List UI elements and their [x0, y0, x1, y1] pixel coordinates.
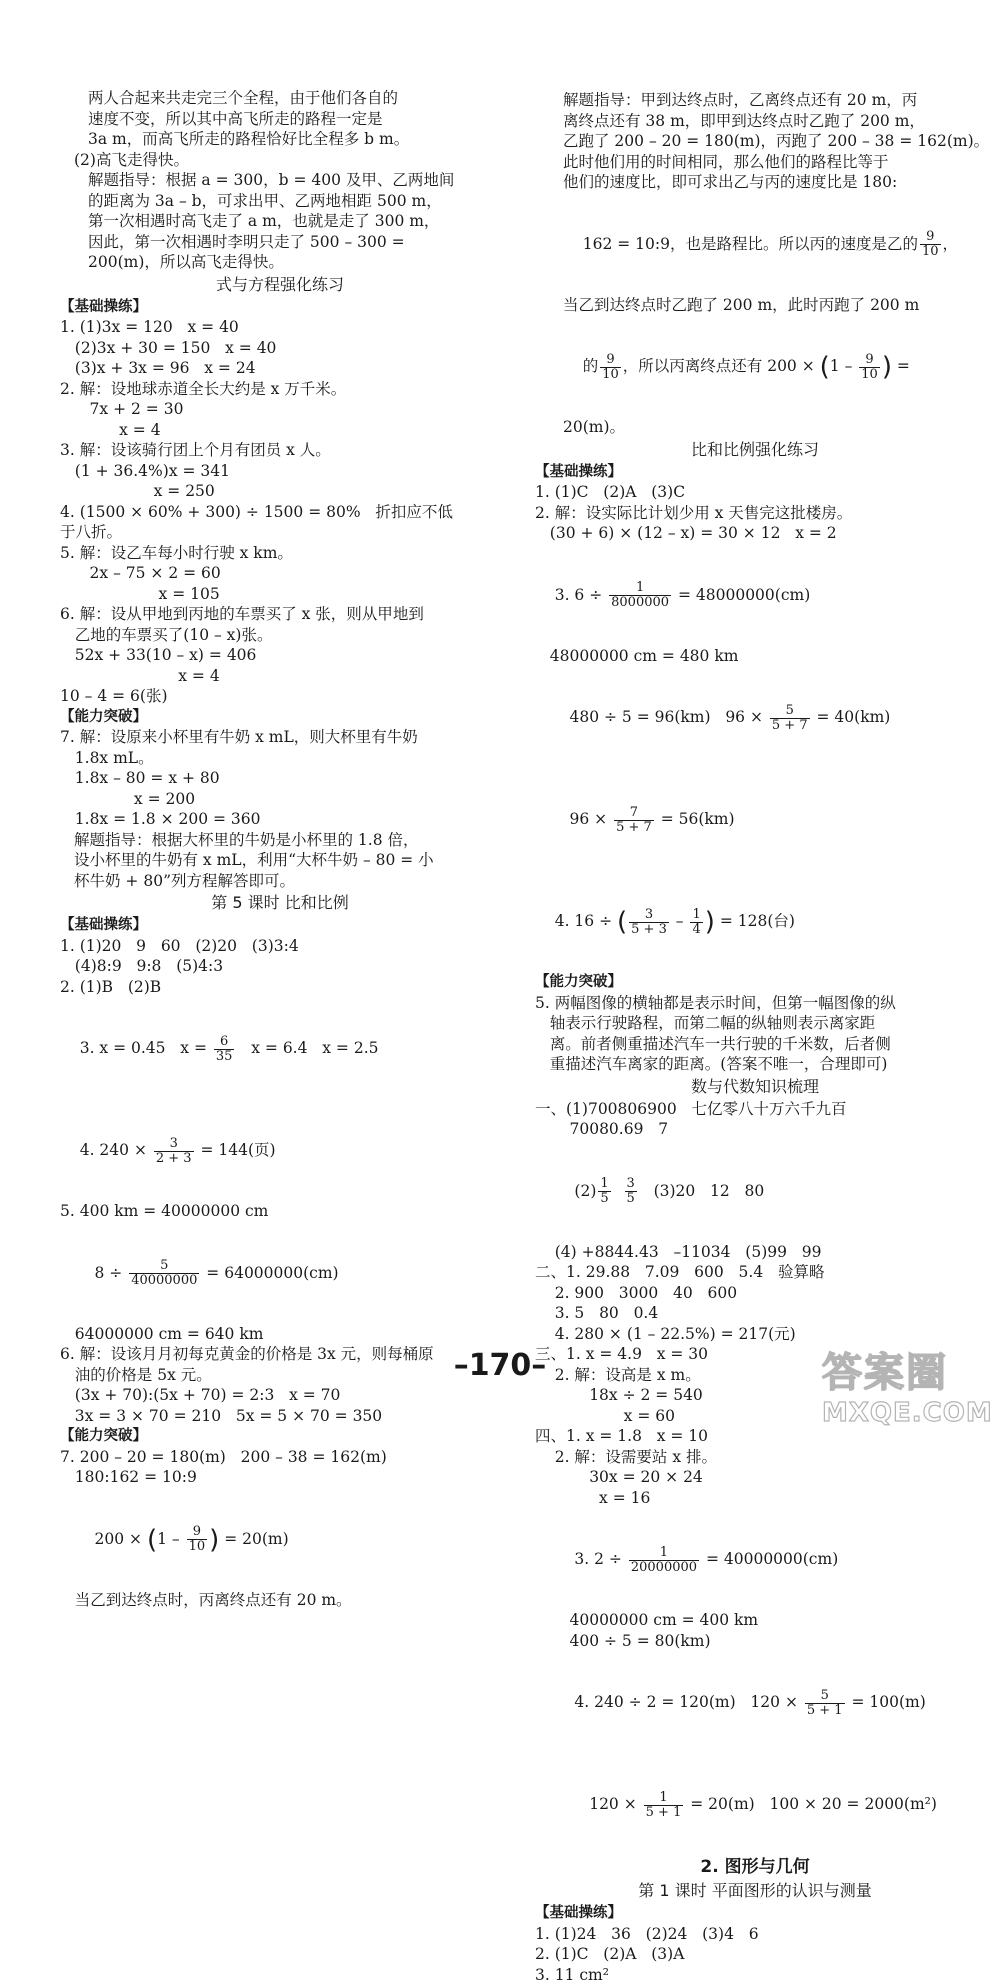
text-run: = 128(台): [715, 912, 795, 930]
answer-line: 1.8x mL。: [60, 748, 500, 769]
answer-line: 40000000 cm = 400 km: [535, 1610, 975, 1631]
fraction: [690, 908, 702, 937]
denominator: 2 + 3: [154, 1152, 194, 1166]
answer-line: 1.8x – 80 = x + 80: [60, 768, 500, 789]
text-line: [535, 193, 975, 295]
numerator: 1: [644, 1791, 684, 1806]
answer-line: x = 4: [60, 666, 500, 687]
answer-line: 1. (1)24 36 (2)24 (3)4 6: [535, 1924, 975, 1945]
denominator: 5 + 1: [644, 1806, 684, 1820]
answer-line: 5. 400 km = 40000000 cm: [60, 1201, 500, 1222]
right-column: [535, 90, 975, 1985]
text-run: = 20(m): [219, 1530, 288, 1548]
fraction: [187, 1525, 208, 1554]
watermark-top: 答案圈: [822, 1341, 992, 1398]
text-line: 因此，第一次相遇时李明只走了 500 – 300 =: [60, 232, 500, 253]
answer-line: 轴表示行驶路程，而第二幅的纵轴则表示离家距: [535, 1013, 975, 1034]
answer-line: 2. 900 3000 40 600: [535, 1283, 975, 1304]
answer-line: 7. 200 – 20 = 180(m) 200 – 38 = 162(m): [60, 1447, 500, 1468]
answer-line: x = 250: [60, 481, 500, 502]
text-run: = 56(km): [656, 810, 735, 828]
answer-line: 1. (1)C (2)A (3)C: [535, 482, 975, 503]
text-run: 200 ×: [80, 1530, 147, 1548]
text-run: 8 ÷: [80, 1264, 127, 1282]
fraction: [154, 1137, 194, 1166]
answer-line: 64000000 cm = 640 km: [60, 1324, 500, 1345]
text-run: 96 ×: [555, 810, 612, 828]
answer-line: 5. 两幅图像的横轴都是表示时间，但第一幅图像的纵: [535, 993, 975, 1014]
left-paren: (: [147, 1525, 157, 1555]
text-line: 乙跑了 200 – 20 = 180(m)，丙跑了 200 – 38 = 162(m)。: [535, 131, 975, 152]
answer-line: 5. 解：设乙车每小时行驶 x km。: [60, 543, 500, 564]
section-heading: 【基础操练】: [60, 915, 500, 936]
answer-line: 1.8x = 1.8 × 200 = 360: [60, 809, 500, 830]
answer-line: 杯牛奶 + 80”列方程解答即可。: [60, 871, 500, 892]
fraction: [629, 1546, 699, 1575]
answer-line: 3. 5 80 0.4: [535, 1303, 975, 1324]
fraction: [600, 353, 621, 382]
numerator: 9: [600, 353, 621, 368]
text-line: 20(m)。: [535, 417, 975, 438]
section-title: 2. 图形与几何: [535, 1855, 975, 1879]
answer-line: [535, 1140, 975, 1242]
text-line: 200(m)，所以高飞走得快。: [60, 252, 500, 273]
answer-line: [535, 544, 975, 646]
text-run: 480 ÷ 5 = 96(km) 96 ×: [555, 708, 768, 726]
fraction: [770, 704, 810, 733]
section-heading: 【基础操练】: [60, 297, 500, 318]
answer-line: (1 + 36.4%)x = 341: [60, 461, 500, 482]
answer-line: 30x = 20 × 24: [535, 1467, 975, 1488]
fraction: [805, 1689, 845, 1718]
text-line: 速度不变，所以其中高飞所走的路程一定是: [60, 109, 500, 130]
answer-line: 6. 解：设从甲地到丙地的车票买了 x 张，则从甲地到: [60, 604, 500, 625]
answer-line: 4. (1500 × 60% + 300) ÷ 1500 = 80% 折扣应不低: [60, 502, 500, 523]
answer-line: [60, 997, 500, 1099]
answer-line: 2. 解：设需要站 x 排。: [535, 1447, 975, 1468]
text-run: = 48000000(cm): [673, 586, 810, 604]
section-heading: 【能力突破】: [535, 972, 975, 993]
fraction: [859, 353, 880, 382]
section-heading: 【能力突破】: [60, 707, 500, 728]
text-line: 解题指导：根据 a = 300，b = 400 及甲、乙两地间: [60, 170, 500, 191]
answer-line: [535, 1508, 975, 1610]
numerator: 5: [805, 1689, 845, 1704]
answer-line: 6. 解：设该月月初每克黄金的价格是 3x 元，则每桶原: [60, 1344, 500, 1365]
answer-line: 7x + 2 = 30: [60, 399, 500, 420]
answer-line: 48000000 cm = 480 km: [535, 646, 975, 667]
numerator: 9: [920, 230, 941, 245]
answer-line: (2)3x + 30 = 150 x = 40: [60, 338, 500, 359]
answer-line: 7. 解：设原来小杯里有牛奶 x mL，则大杯里有牛奶: [60, 727, 500, 748]
text-run: 162 = 10:9，也是路程比。所以丙的速度是乙的: [583, 235, 918, 253]
answer-line: x = 16: [535, 1488, 975, 1509]
text-run: =: [892, 357, 910, 375]
numerator: 3: [625, 1177, 637, 1192]
answer-line: 当乙到达终点时，丙离终点还有 20 m。: [60, 1590, 500, 1611]
fraction: [920, 230, 941, 259]
answer-line: 四、1. x = 1.8 x = 10: [535, 1426, 975, 1447]
watermark-bottom: MXQE.COM: [822, 1398, 992, 1428]
section-title: 数与代数知识梳理: [535, 1075, 975, 1099]
answer-line: 一、(1)700806900 七亿零八十万六千九百: [535, 1099, 975, 1120]
answer-line: (3)x + 3x = 96 x = 24: [60, 358, 500, 379]
answer-line: 1. (1)20 9 60 (2)20 (3)3:4: [60, 936, 500, 957]
answer-line: 离。前者侧重描述汽车一共行驶的千米数，后者侧: [535, 1034, 975, 1055]
left-paren: (: [820, 352, 830, 382]
text-run: (2): [555, 1182, 597, 1200]
fraction: [129, 1259, 199, 1288]
answer-line: (3x + 70):(5x + 70) = 2:3 x = 70: [60, 1385, 500, 1406]
answer-line: [535, 870, 975, 972]
text-run: 3. 2 ÷: [555, 1550, 627, 1568]
left-paren: (: [617, 907, 627, 937]
answer-line: [535, 666, 975, 768]
answer-line: 180:162 = 10:9: [60, 1467, 500, 1488]
denominator: 35: [214, 1050, 235, 1064]
denominator: 5 + 7: [770, 719, 810, 733]
text-run: x = 6.4 x = 2.5: [236, 1039, 378, 1057]
fraction: [644, 1791, 684, 1820]
right-paren: ): [209, 1525, 219, 1555]
numerator: 7: [614, 806, 654, 821]
text-line: (2)高飞走得快。: [60, 150, 500, 171]
denominator: 8000000: [609, 596, 671, 610]
denominator: 4: [690, 923, 702, 937]
fraction: [629, 908, 669, 937]
answer-line: [535, 1651, 975, 1753]
section-title: 第 1 课时 平面图形的认识与测量: [535, 1879, 975, 1903]
answer-line: 2. 解：设高是 x m。: [535, 1365, 975, 1386]
answer-line: [535, 1753, 975, 1855]
text-run: 4. 240 ÷ 2 = 120(m) 120 ×: [555, 1693, 803, 1711]
answer-line: 52x + 33(10 – x) = 406: [60, 645, 500, 666]
answer-line: 3. 11 cm²: [535, 1965, 975, 1985]
text-run: (3)20 12 80: [639, 1182, 764, 1200]
text-line: 3a m，而高飞所走的路程恰好比全程多 b m。: [60, 129, 500, 150]
text-run: 3. 6 ÷: [555, 586, 607, 604]
text-line: 的距离为 3a – b，可求出甲、乙两地相距 500 m，: [60, 191, 500, 212]
text-line: 此时他们用的时间相同，那么他们的路程比等于: [535, 152, 975, 173]
answer-line: 2. (1)B (2)B: [60, 977, 500, 998]
text-run: 4. 240 ×: [80, 1141, 152, 1159]
answer-line: (4)8:9 9:8 (5)4:3: [60, 956, 500, 977]
answer-line: 18x ÷ 2 = 540: [535, 1385, 975, 1406]
answer-line: x = 4: [60, 420, 500, 441]
denominator: 10: [859, 368, 880, 382]
denominator: 40000000: [129, 1274, 199, 1288]
text-line: 的 $\frac{9}{10}$ ，所以丙离终点还有 200 × (1 – $\frac{9}{10}$ ) =: [535, 315, 975, 417]
numerator: 9: [859, 353, 880, 368]
answer-line: (30 + 6) × (12 – x) = 30 × 12 x = 2: [535, 523, 975, 544]
denominator: 5 + 1: [805, 1704, 845, 1718]
fraction: [214, 1035, 235, 1064]
text-run: ，: [943, 235, 959, 253]
fraction: [609, 581, 671, 610]
denominator: 5: [598, 1192, 610, 1206]
page-number: –170–: [0, 1348, 1000, 1383]
text-run: 120 ×: [555, 1795, 642, 1813]
numerator: 1: [629, 1546, 699, 1561]
numerator: 6: [214, 1035, 235, 1050]
section-heading: 【基础操练】: [535, 462, 975, 483]
text-line: 当乙到达终点时乙跑了 200 m，此时丙跑了 200 m: [535, 295, 975, 316]
answer-line: 乙地的车票买了(10 – x)张。: [60, 625, 500, 646]
section-heading: 【能力突破】: [60, 1426, 500, 1447]
answer-line: 200 × (1 – $\frac{9}{10}$ ) = 20(m): [60, 1488, 500, 1590]
answer-line: 3x = 3 × 70 = 210 5x = 5 × 70 = 350: [60, 1406, 500, 1427]
right-paren: ): [882, 352, 892, 382]
answer-line: 于八折。: [60, 522, 500, 543]
text-run: 的: [583, 357, 599, 375]
text-line: 离终点还有 38 m，即甲到达终点时乙跑了 200 m，: [535, 111, 975, 132]
text-line: 两人合起来共走完三个全程，由于他们各自的: [60, 88, 500, 109]
answer-line: 1. (1)3x = 120 x = 40: [60, 317, 500, 338]
numerator: 1: [598, 1177, 610, 1192]
numerator: 9: [187, 1525, 208, 1540]
text-run: = 20(m) 100 × 20 = 2000(m²): [685, 1795, 937, 1813]
answer-line: x = 200: [60, 789, 500, 810]
fraction: [625, 1177, 637, 1206]
text-line: 第一次相遇时高飞走了 a m，也就是走了 300 m，: [60, 211, 500, 232]
text-run: = 144(页): [196, 1141, 276, 1159]
watermark: [822, 1341, 992, 1429]
answer-line: 2. 解：设实际比计划少用 x 天售完这批楼房。: [535, 503, 975, 524]
text-run: = 40(km): [812, 708, 891, 726]
denominator: 10: [600, 368, 621, 382]
text-line: 他们的速度比，即可求出乙与丙的速度比是 180:: [535, 172, 975, 193]
right-paren: ): [705, 907, 715, 937]
denominator: 5 + 7: [614, 821, 654, 835]
answer-line: 3. 解：设该骑行团上个月有团员 x 人。: [60, 440, 500, 461]
section-heading: 【基础操练】: [535, 1903, 975, 1924]
numerator: 5: [129, 1259, 199, 1274]
text-run: –: [671, 912, 689, 930]
text-line: 解题指导：甲到达终点时，乙离终点还有 20 m，丙: [535, 90, 975, 111]
answer-line: [535, 768, 975, 870]
text-run: ，所以丙离终点还有 200 ×: [623, 357, 820, 375]
answer-line: 三、1. x = 4.9 x = 30: [535, 1344, 975, 1365]
text-run: 4. 16 ÷: [555, 912, 617, 930]
denominator: 20000000: [629, 1561, 699, 1575]
numerator: 1: [690, 908, 702, 923]
answer-line: 4. 280 × (1 – 22.5%) = 217(元): [535, 1324, 975, 1345]
section-title: 第 5 课时 比和比例: [60, 891, 500, 915]
numerator: 1: [609, 581, 671, 596]
answer-line: 2x – 75 × 2 = 60: [60, 563, 500, 584]
fraction: [598, 1177, 610, 1206]
answer-line: 2. 解：设地球赤道全长大约是 x 万千米。: [60, 379, 500, 400]
numerator: 3: [154, 1137, 194, 1152]
answer-line: [60, 1222, 500, 1324]
answer-line: x = 60: [535, 1406, 975, 1427]
text-run: = 40000000(cm): [701, 1550, 838, 1568]
answer-line: 二、1. 29.88 7.09 600 5.4 验算略: [535, 1262, 975, 1283]
answer-line: x = 105: [60, 584, 500, 605]
denominator: 5: [625, 1192, 637, 1206]
section-title: 式与方程强化练习: [60, 273, 500, 297]
answer-line: 400 ÷ 5 = 80(km): [535, 1631, 975, 1652]
answer-line: 设小杯里的牛奶有 x mL，利用“大杯牛奶 – 80 = 小: [60, 850, 500, 871]
answer-line: 解题指导：根据大杯里的牛奶是小杯里的 1.8 倍，: [60, 830, 500, 851]
answer-line: (4) +8844.43 –11034 (5)99 99: [535, 1242, 975, 1263]
numerator: 3: [629, 908, 669, 923]
answer-line: 油的价格是 5x 元。: [60, 1365, 500, 1386]
numerator: 5: [770, 704, 810, 719]
denominator: 10: [920, 245, 941, 259]
text-run: 3. x = 0.45 x =: [80, 1039, 212, 1057]
text-run: = 64000000(cm): [201, 1264, 338, 1282]
denominator: 5 + 3: [629, 923, 669, 937]
answer-line: 重描述汽车离家的距离。(答案不唯一，合理即可): [535, 1054, 975, 1075]
answer-line: 10 – 4 = 6(张): [60, 686, 500, 707]
answer-line: 70080.69 7: [535, 1119, 975, 1140]
section-title: 比和比例强化练习: [535, 438, 975, 462]
answer-line: 2. (1)C (2)A (3)A: [535, 1944, 975, 1965]
denominator: 10: [187, 1540, 208, 1554]
text-run: = 100(m): [847, 1693, 926, 1711]
answer-line: [60, 1099, 500, 1201]
fraction: [614, 806, 654, 835]
